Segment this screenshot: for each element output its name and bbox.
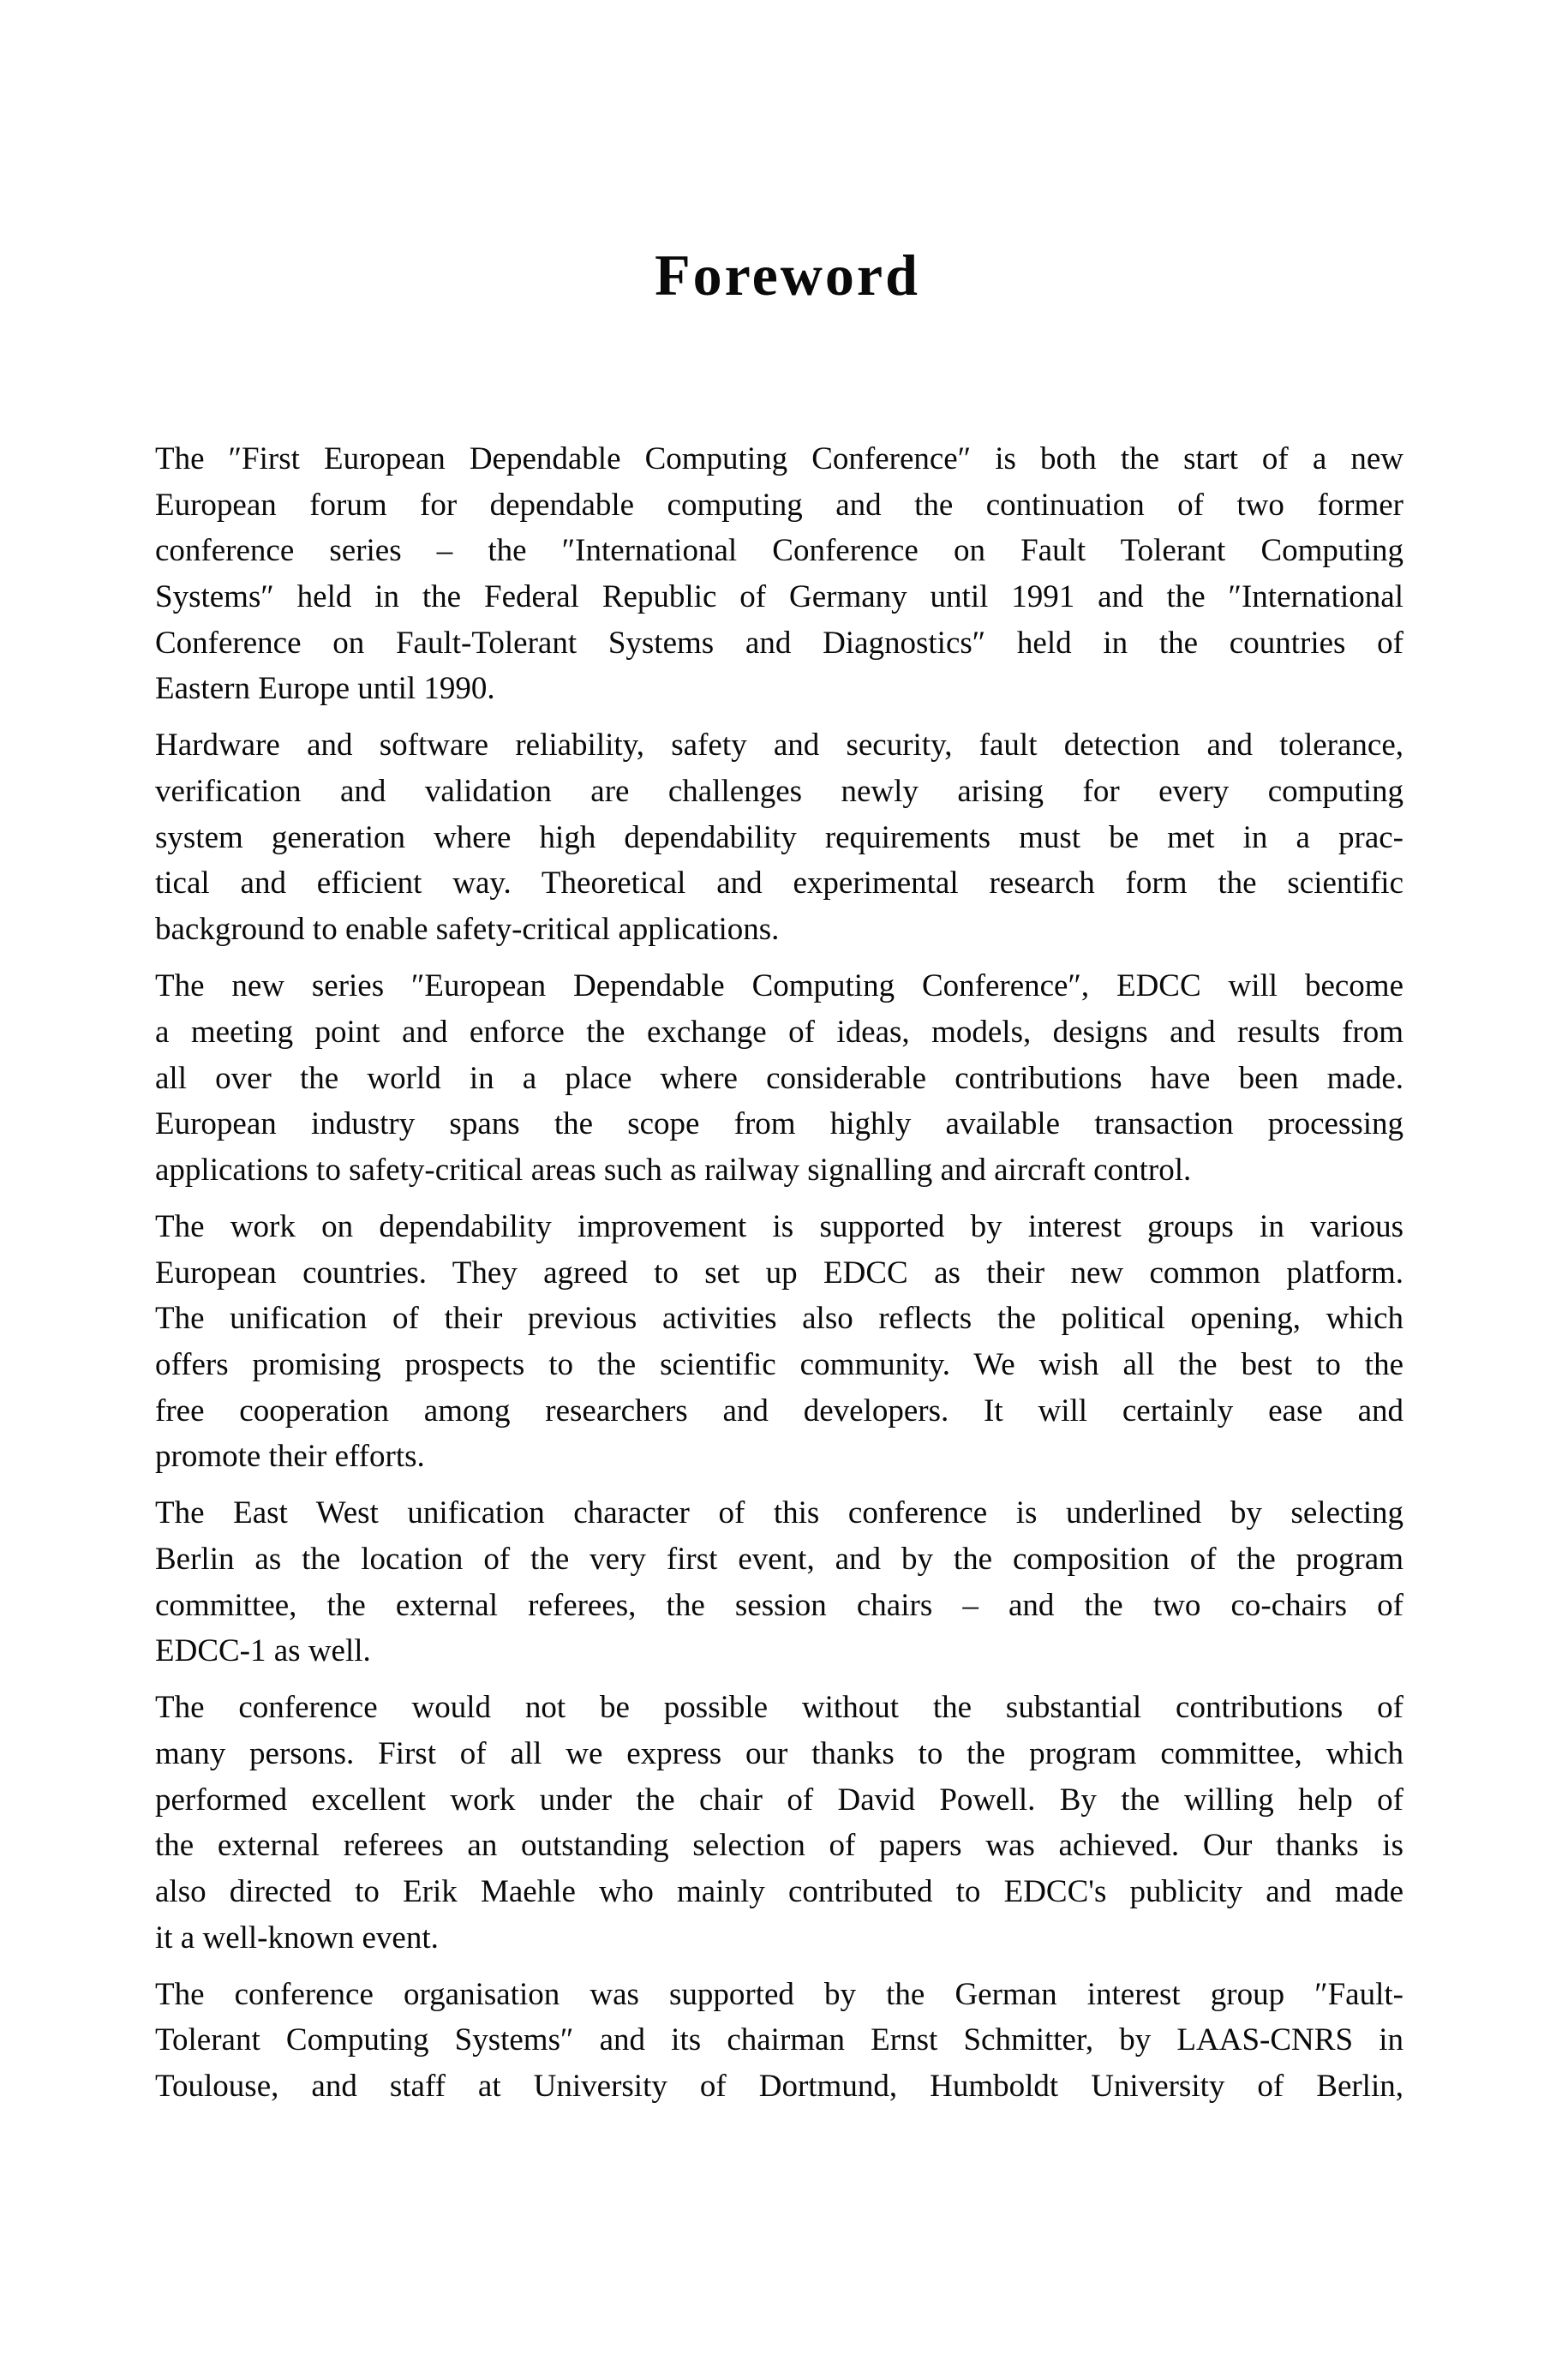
text-line: the external referees an outstanding selection of papers was achieved. Our thanks is <box>155 1828 1403 1864</box>
text-line: tical and efficient way. Theoretical and experimental research form the scientific <box>155 866 1403 901</box>
text-line: EDCC-1 as well. <box>155 1633 371 1669</box>
text-line: background to enable safety-critical applications. <box>155 912 780 948</box>
text-line: The unification of their previous activities also reflects the political opening, which <box>155 1301 1403 1337</box>
text-line: Hardware and software reliability, safety and security, fault detection and tolerance, <box>155 728 1403 764</box>
page-title: Foreword <box>655 243 920 308</box>
paragraph-acknowledgements <box>155 1685 1403 1961</box>
paragraph-conference-origins <box>155 436 1403 712</box>
text-line: system generation where high dependability requirements must be met in a prac- <box>155 819 1403 855</box>
paragraph-organisation <box>155 1972 1403 2110</box>
text-line: Systems″ held in the Federal Republic of Germany until 1991 and the ″International <box>155 579 1403 615</box>
text-line: applications to safety-critical areas such as railway signalling and aircraft control. <box>155 1152 1192 1188</box>
text-line: The conference would not be possible without the substantial contributions of <box>155 1690 1403 1726</box>
text-line: European forum for dependable computing and the continuation of two former <box>155 487 1403 523</box>
text-line: Eastern Europe until 1990. <box>155 671 495 707</box>
paragraph-interest-groups <box>155 1204 1403 1480</box>
text-line: Conference on Fault-Tolerant Systems and Diagnostics″ held in the countries of <box>155 625 1403 661</box>
text-line: Toulouse, and staff at University of Dortmund, Humboldt University of Berlin, <box>155 2069 1403 2105</box>
text-line: it a well-known event. <box>155 1920 439 1956</box>
text-line: European countries. They agreed to set up EDCC as their new common platform. <box>155 1255 1403 1291</box>
text-line: The work on dependability improvement is supported by interest groups in various <box>155 1208 1403 1244</box>
text-line: The ″First European Dependable Computing Conference″ is both the start of a new <box>155 441 1403 476</box>
text-line: The conference organisation was supported by the German interest group ″Fault- <box>155 1976 1403 2012</box>
text-line: all over the world in a place where considerable contributions have been made. <box>155 1060 1403 1096</box>
paragraph-new-series <box>155 963 1403 1193</box>
text-line: conference series – the ″International Conference on Fault Tolerant Computing <box>155 533 1403 569</box>
text-line: committee, the external referees, the session chairs – and the two co-chairs of <box>155 1587 1403 1623</box>
paragraph-challenges <box>155 722 1403 952</box>
text-line: Berlin as the location of the very first event, and by the composition of the program <box>155 1542 1403 1577</box>
text-line: promote their efforts. <box>155 1439 425 1475</box>
text-line: also directed to Erik Maehle who mainly contributed to EDCC's publicity and made <box>155 1874 1403 1910</box>
text-line: The East West unification character of this conference is underlined by selecting <box>155 1495 1403 1531</box>
text-line: free cooperation among researchers and developers. It will certainly ease and <box>155 1393 1403 1429</box>
text-line: The new series ″European Dependable Computing Conference″, EDCC will become <box>155 968 1403 1004</box>
text-line: European industry spans the scope from highly available transaction processing <box>155 1106 1403 1142</box>
text-line: Tolerant Computing Systems″ and its chairman Ernst Schmitter, by LAAS-CNRS in <box>155 2022 1403 2058</box>
foreword-body <box>155 436 1403 2120</box>
text-line: many persons. First of all we express our thanks to the program committee, which <box>155 1736 1403 1772</box>
text-line: verification and validation are challenges newly arising for every computing <box>155 774 1403 810</box>
text-line: performed excellent work under the chair of David Powell. By the willing help of <box>155 1782 1403 1818</box>
paragraph-east-west <box>155 1490 1403 1674</box>
text-line: a meeting point and enforce the exchange of ideas, models, designs and results from <box>155 1014 1403 1050</box>
text-line: offers promising prospects to the scientific community. We wish all the best to the <box>155 1346 1403 1382</box>
